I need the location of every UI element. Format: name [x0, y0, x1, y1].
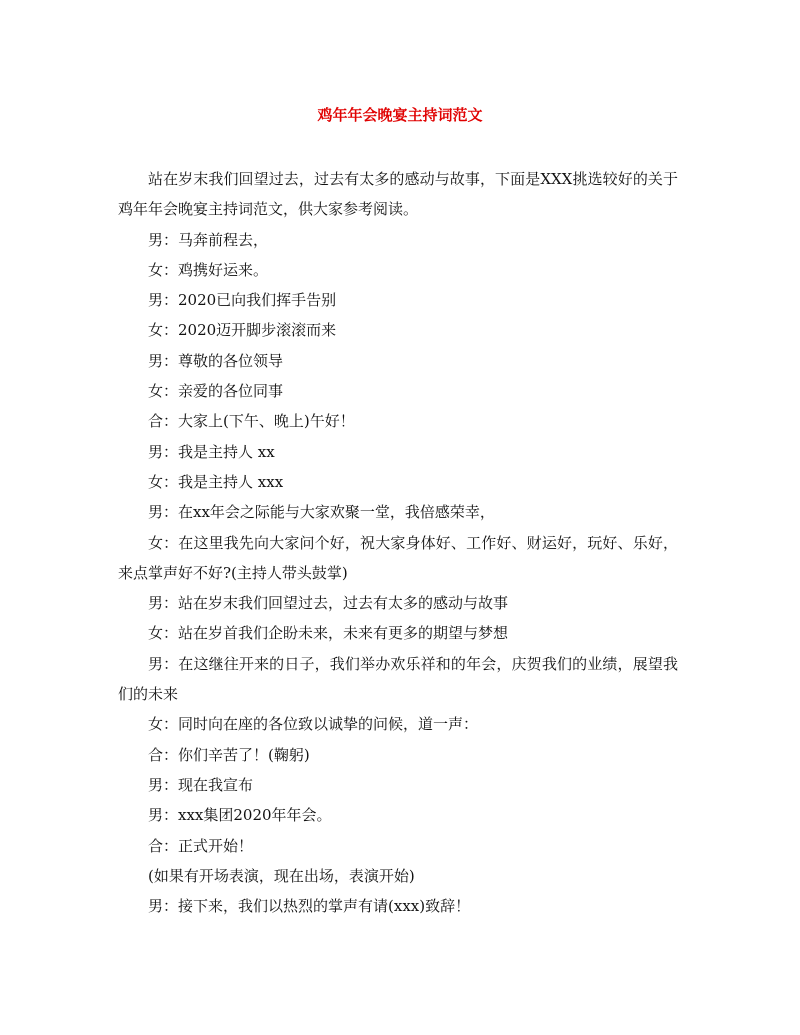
paragraph: 男：在xx年会之际能与大家欢聚一堂，我倍感荣幸， — [148, 503, 495, 522]
paragraph: 男：站在岁末我们回望过去，过去有太多的感动与故事 — [148, 594, 509, 613]
document-body — [118, 164, 678, 921]
paragraph: 站在岁末我们回望过去，过去有太多的感动与故事，下面是XXX挑选较好的关于鸡年年会晚宴主持词范文，供大家参考阅读。 — [118, 170, 678, 219]
paragraph: 女：同时向在座的各位致以诚挚的问候，道一声： — [148, 715, 479, 734]
paragraph: 女：2020迈开脚步滚滚而来 — [148, 321, 337, 340]
paragraph: (如果有开场表演，现在出场，表演开始) — [148, 866, 415, 885]
paragraph: 女：鸡携好运来。 — [148, 260, 269, 279]
paragraph: 男：我是主持人 xx — [148, 442, 275, 461]
paragraph: 合：你们辛苦了！(鞠躬) — [148, 745, 310, 764]
paragraph: 男：xxx集团2020年年会。 — [148, 806, 332, 825]
document-title: 鸡年年会晚宴主持词范文 — [317, 106, 483, 124]
paragraph: 女：亲爱的各位同事 — [148, 382, 284, 401]
paragraph: 合：正式开始！ — [148, 836, 254, 855]
paragraph: 男：现在我宣布 — [148, 775, 254, 794]
paragraph: 女：在这里我先向大家问个好，祝大家身体好、工作好、财运好，玩好、乐好，来点掌声好不好?(主持人带头鼓掌) — [118, 533, 678, 582]
paragraph: 女：我是主持人 xxx — [148, 472, 284, 491]
paragraph: 女：站在岁首我们企盼未来，未来有更多的期望与梦想 — [148, 624, 509, 643]
paragraph: 男：尊敬的各位领导 — [148, 351, 284, 370]
paragraph: 合：大家上(下午、晚上)午好！ — [148, 412, 355, 431]
paragraph: 男：在这继往开来的日子，我们举办欢乐祥和的年会，庆贺我们的业绩，展望我们的未来 — [118, 654, 678, 704]
paragraph: 男：接下来，我们以热烈的掌声有请(xxx)致辞！ — [148, 897, 471, 916]
paragraph: 男：2020已向我们挥手告别 — [148, 291, 337, 310]
paragraph: 男：马奔前程去， — [148, 230, 269, 249]
